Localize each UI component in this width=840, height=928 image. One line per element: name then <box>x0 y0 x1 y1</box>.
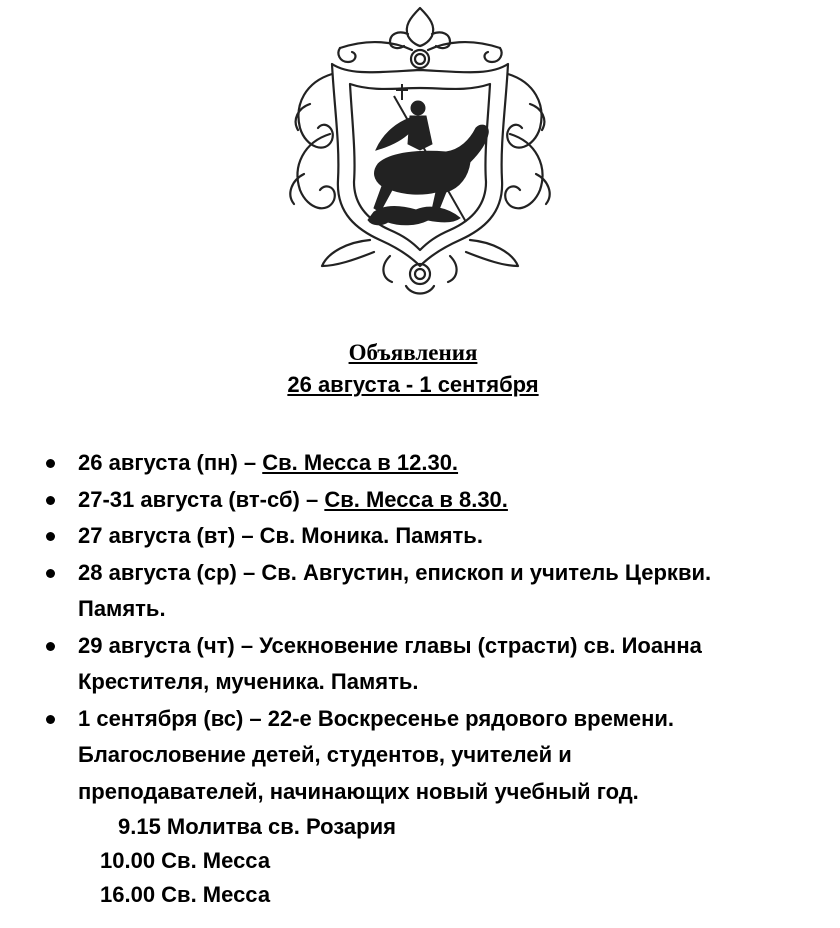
item-date: 26 августа (пн) – <box>78 450 263 475</box>
bullet-icon <box>46 459 55 468</box>
item-line: 29 августа (чт) – Усекновение главы (страсти) св. Иоанна <box>78 632 702 658</box>
list-item <box>44 482 824 519</box>
st-george-coat-of-arms-icon <box>270 4 570 304</box>
list-item <box>44 518 824 555</box>
announcement-list <box>44 445 824 810</box>
bullet-icon <box>46 532 55 541</box>
item-line: 28 августа (ср) – Св. Августин, епископ и учитель Церкви. <box>78 559 712 585</box>
schedule-mass-1600: 16.00 Св. Месса <box>100 882 271 907</box>
schedule-rosary: 9.15 Молитва св. Розария <box>118 814 396 839</box>
list-item <box>44 555 824 628</box>
item-line: Благословение детей, студентов, учителей и <box>78 742 572 767</box>
bullet-icon <box>46 642 55 651</box>
bullet-icon <box>46 569 55 578</box>
bullet-icon <box>46 715 55 724</box>
item-line: 1 сентября (вс) – 22-е Воскресенье рядового времени. <box>78 705 674 731</box>
date-range: 26 августа - 1 сентября <box>287 372 539 397</box>
list-item <box>44 701 824 811</box>
item-text: Св. Месса в 12.30. <box>262 450 459 475</box>
item-line: преподавателей, начинающих новый учебный год. <box>78 778 639 804</box>
list-item <box>44 445 824 482</box>
list-item <box>44 628 824 701</box>
item-text: Св. Месса в 8.30. <box>324 486 508 512</box>
item-text: 27 августа (вт) – Св. Моника. Память. <box>78 523 483 548</box>
schedule-mass-1000: 10.00 Св. Месса <box>100 848 271 873</box>
item-date: 27-31 августа (вт-сб) – <box>78 486 325 512</box>
item-line: Память. <box>78 596 166 621</box>
bullet-icon <box>46 496 55 505</box>
page-title: Объявления <box>348 340 478 365</box>
item-line: Крестителя, мученика. Память. <box>78 669 419 694</box>
